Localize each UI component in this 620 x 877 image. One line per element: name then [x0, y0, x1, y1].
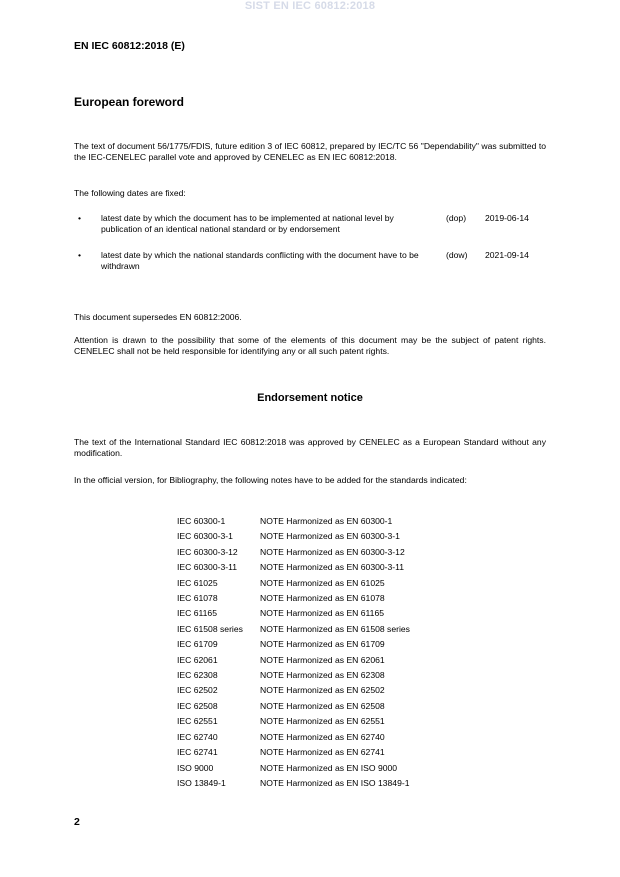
- note-row: [177, 576, 410, 591]
- note-text: NOTE Harmonized as EN 60300-3-12: [260, 546, 405, 557]
- note-standard: ISO 9000: [177, 762, 214, 773]
- patent-notice: Attention is drawn to the possibility that some of the elements of this document may be the subject of patent rights. CENELEC shall not be held responsible for identifying any or all such patent rights.: [74, 335, 546, 356]
- note-row: [177, 560, 410, 575]
- note-row: [177, 529, 410, 544]
- note-text: NOTE Harmonized as EN 61709: [260, 639, 385, 650]
- note-standard: IEC 61709: [177, 639, 218, 650]
- note-row: [177, 668, 410, 683]
- note-text: NOTE Harmonized as EN 60300-3-11: [260, 562, 405, 573]
- note-row: [177, 730, 410, 745]
- bullet-marker: •: [78, 250, 82, 260]
- note-standard: ISO 13849-1: [177, 777, 226, 788]
- note-row: [177, 606, 410, 621]
- note-standard: IEC 61025: [177, 577, 218, 588]
- note-standard: IEC 62508: [177, 700, 218, 711]
- note-text: NOTE Harmonized as EN 61508 series: [260, 623, 410, 634]
- note-row: [177, 761, 410, 776]
- note-row: [177, 745, 410, 760]
- bibliography-intro: In the official version, for Bibliography, the following notes have to be added for the standards indicated:: [74, 475, 467, 485]
- note-standard: IEC 61165: [177, 608, 217, 619]
- note-text: NOTE Harmonized as EN 62551: [260, 716, 385, 727]
- foreword-heading: European foreword: [74, 95, 185, 109]
- note-text: NOTE Harmonized as EN 60300-1: [260, 516, 393, 526]
- note-row: [177, 683, 410, 698]
- note-standard: IEC 62502: [177, 685, 218, 696]
- note-standard: IEC 61508 series: [177, 623, 243, 634]
- note-standard: IEC 62740: [177, 731, 218, 742]
- note-text: NOTE Harmonized as EN 61165: [260, 608, 385, 619]
- date-item-text: latest date by which the national standards conflicting with the document have to be withdrawn: [101, 250, 419, 271]
- note-row: [177, 776, 410, 791]
- date-item-code: (dow): [446, 250, 468, 260]
- date-item-code: (dop): [446, 213, 467, 223]
- note-text: NOTE Harmonized as EN 61078: [260, 593, 385, 604]
- note-row: [177, 622, 410, 637]
- note-standard: IEC 60300-1: [177, 516, 226, 526]
- date-item-date: 2019-06-14: [485, 213, 529, 223]
- note-text: NOTE Harmonized as EN 61025: [260, 577, 385, 588]
- note-row: [177, 653, 410, 668]
- note-text: NOTE Harmonized as EN 62740: [260, 731, 385, 742]
- note-row: [177, 591, 410, 606]
- date-item-date: 2021-09-14: [485, 250, 529, 260]
- page-number: 2: [74, 816, 80, 828]
- note-standard: IEC 60300-3-11: [177, 562, 238, 573]
- note-text: NOTE Harmonized as EN 62502: [260, 685, 385, 696]
- note-text: NOTE Harmonized as EN ISO 13849-1: [260, 777, 410, 788]
- date-item-text: latest date by which the document has to be implemented at national level by publication of an identical national standard or by endorsement: [101, 213, 394, 234]
- note-text: NOTE Harmonized as EN 62508: [260, 700, 385, 711]
- note-text: NOTE Harmonized as EN 62061: [260, 654, 385, 665]
- note-standard: IEC 61078: [177, 593, 218, 604]
- note-text: NOTE Harmonized as EN 62741: [260, 747, 385, 758]
- note-text: NOTE Harmonized as EN 60300-3-1: [260, 531, 400, 542]
- note-text: NOTE Harmonized as EN ISO 9000: [260, 762, 398, 773]
- note-row: [177, 699, 410, 714]
- note-standard: IEC 60300-3-12: [177, 546, 238, 557]
- endorsement-paragraph: The text of the International Standard IEC 60812:2018 was approved by CENELEC as a European Standard without any modification.: [74, 437, 546, 458]
- dates-intro: The following dates are fixed:: [74, 188, 186, 198]
- note-standard: IEC 62551: [177, 716, 218, 727]
- note-standard: IEC 60300-3-1: [177, 531, 233, 542]
- note-standard: IEC 62741: [177, 747, 218, 758]
- note-standard: IEC 62308: [177, 670, 218, 681]
- watermark-text: SIST EN IEC 60812:2018: [244, 0, 376, 12]
- note-row: [177, 514, 410, 529]
- endorsement-heading: Endorsement notice: [257, 392, 363, 404]
- note-row: [177, 714, 410, 729]
- document-id-header: EN IEC 60812:2018 (E): [74, 40, 185, 52]
- foreword-paragraph: The text of document 56/1775/FDIS, future edition 3 of IEC 60812, prepared by IEC/TC 56 "Dependability" was submitted to the IEC-CENELEC parallel vote and approved by CENELEC as EN IEC 60812:2018.: [74, 141, 546, 162]
- note-row: [177, 637, 410, 652]
- bullet-marker: •: [78, 213, 82, 223]
- note-text: NOTE Harmonized as EN 62308: [260, 670, 385, 681]
- note-standard: IEC 62061: [177, 654, 218, 665]
- note-row: [177, 545, 410, 560]
- supersedes-statement: This document supersedes EN 60812:2006.: [74, 312, 242, 322]
- harmonized-notes-list: [177, 514, 410, 791]
